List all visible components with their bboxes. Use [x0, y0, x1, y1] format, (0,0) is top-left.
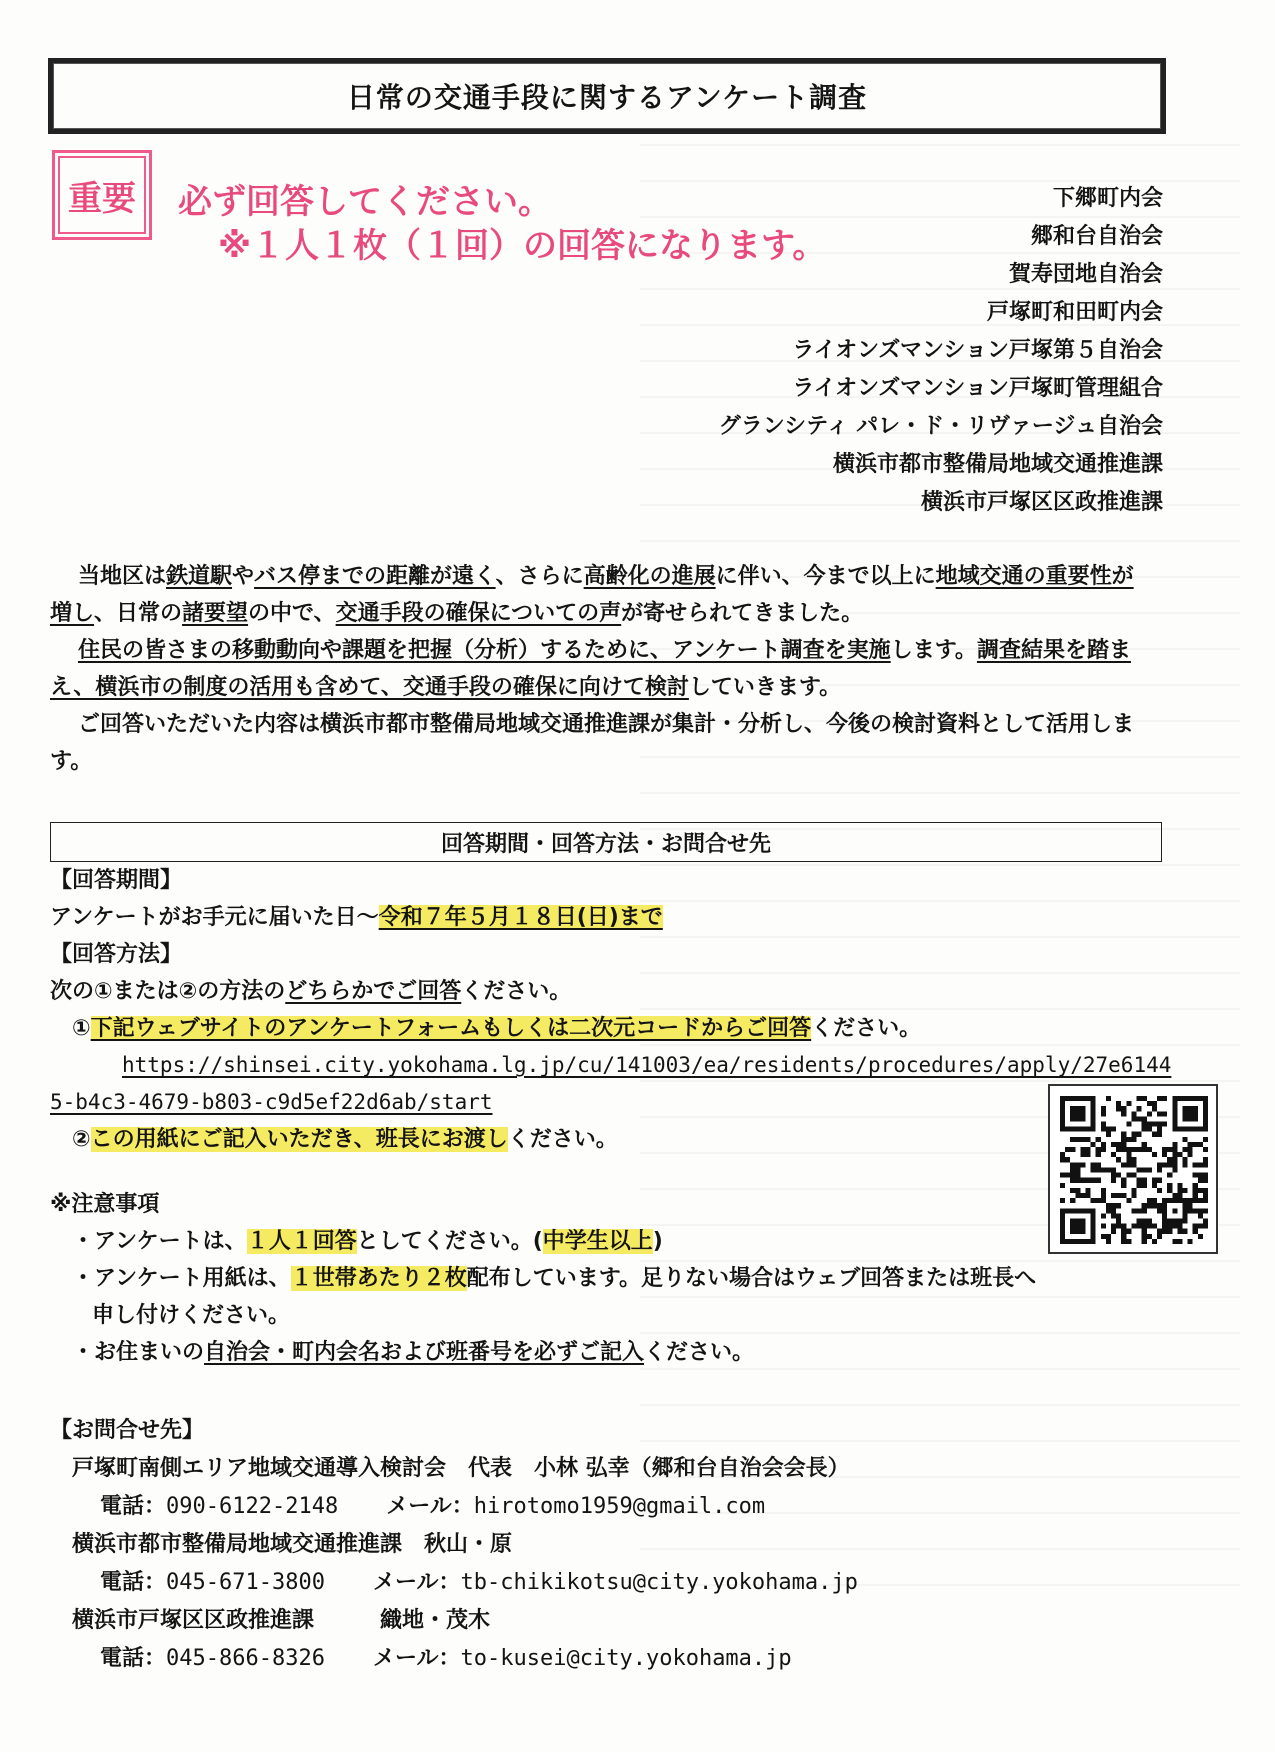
organization-item: ライオンズマンション戸塚第５自治会: [792, 338, 1163, 363]
contact-3-details: 電話：045-866-8326 メール：to-kusei@city.yokohama.jp: [100, 1646, 792, 1671]
method-heading: 【回答方法】: [50, 942, 183, 967]
method-option-1: ①下記ウェブサイトのアンケートフォームもしくは二次元コードからご回答ください。: [72, 1016, 922, 1041]
section-heading: 回答期間・回答方法・お問合せ先: [50, 822, 1162, 862]
contact-1-email: hirotomo1959@gmail.com: [473, 1494, 766, 1519]
organization-item: 戸塚町和田町内会: [986, 300, 1163, 325]
contact-2-org: 横浜市都市整備局地域交通推進課 秋山・原: [72, 1532, 513, 1557]
survey-url-continued[interactable]: 5-b4c3-4679-b803-c9d5ef22d6ab/start: [50, 1090, 493, 1114]
notice-line-2: ※１人１枚（１回）の回答になります。: [218, 226, 827, 266]
note-1: ・アンケートは、１人１回答としてください。(中学生以上): [72, 1229, 663, 1254]
page-title: 日常の交通手段に関するアンケート調査: [48, 58, 1166, 134]
contact-1-org: 戸塚町南側エリア地域交通導入検討会 代表 小林 弘幸（郷和台自治会会長）: [72, 1456, 850, 1481]
survey-url[interactable]: https://shinsei.city.yokohama.lg.jp/cu/141003/ea/residents/procedures/apply/27e6144: [122, 1053, 1172, 1077]
note-3: ・お住まいの自治会・町内会名および班番号を必ずご記入ください。: [72, 1340, 755, 1365]
organization-item: 賀寿団地自治会: [1008, 262, 1163, 287]
answer-details: [50, 862, 1170, 1371]
contact-2-phone: 045-671-3800: [166, 1570, 325, 1595]
method-intro: 次の①または②の方法のどちらかでご回答ください。: [50, 979, 572, 1004]
organization-item: グランシティ パレ・ド・リヴァージュ自治会: [718, 414, 1163, 439]
intro-paragraph-2: 住民の皆さまの移動動向や課題を把握（分析）するために、アンケート調査を実施します。調査結果を踏まえ、横浜市の制度の活用も含めて、交通手段の確保に向けて検討していきます。: [50, 638, 1131, 700]
contact-3-org: 横浜市戸塚区区政推進課 織地・茂木: [72, 1608, 491, 1633]
organization-item: 横浜市戸塚区区政推進課: [920, 490, 1163, 515]
contact-3-phone: 045-866-8326: [166, 1646, 325, 1671]
intro-paragraph-3: ご回答いただいた内容は横浜市都市整備局地域交通推進課が集計・分析し、今後の検討資料として活用します。: [50, 712, 1135, 774]
method-option-2: ②この用紙にご記入いただき、班長にお渡しください。: [72, 1127, 618, 1152]
organization-item: 郷和台自治会: [1030, 224, 1163, 249]
notes-heading: ※注意事項: [50, 1192, 160, 1217]
contact-2-details: 電話：045-671-3800 メール：tb-chikikotsu@city.yokohama.jp: [100, 1570, 858, 1595]
deadline: 令和７年５月１８日(日)まで: [378, 905, 663, 930]
intro-text: [50, 558, 1150, 780]
contacts-heading: 【お問合せ先】: [50, 1418, 205, 1443]
period-text: アンケートがお手元に届いた日～令和７年５月１８日(日)まで: [50, 905, 663, 930]
organization-list: [719, 180, 1163, 522]
contact-2-email: tb-chikikotsu@city.yokohama.jp: [460, 1570, 858, 1595]
contact-section: [50, 1412, 1170, 1678]
period-heading: 【回答期間】: [50, 868, 183, 893]
contact-1-phone: 090-6122-2148: [166, 1494, 339, 1519]
note-2: ・アンケート用紙は、１世帯あたり２枚配布しています。足りない場合はウェブ回答または班長へ: [72, 1266, 1037, 1291]
important-stamp: 重要: [52, 150, 152, 240]
organization-item: 横浜市都市整備局地域交通推進課: [832, 452, 1163, 477]
qr-code-graphic: [1060, 1096, 1208, 1244]
notice-line-1: 必ず回答してください。: [178, 182, 552, 222]
contact-3-email: to-kusei@city.yokohama.jp: [460, 1646, 792, 1671]
qr-code-icon[interactable]: [1048, 1084, 1218, 1254]
organization-item: ライオンズマンション戸塚町管理組合: [792, 376, 1163, 401]
note-2-continued: 申し付けください。: [92, 1303, 291, 1328]
contact-1-details: 電話：090-6122-2148 メール：hirotomo1959@gmail.com: [100, 1494, 766, 1519]
intro-paragraph-1: 当地区は鉄道駅やバス停までの距離が遠く、さらに高齢化の進展に伴い、今まで以上に地域交通の重要性が増し、日常の諸要望の中で、交通手段の確保についての声が寄せられてきました。: [50, 564, 1134, 626]
organization-item: 下郷町内会: [1052, 186, 1163, 211]
